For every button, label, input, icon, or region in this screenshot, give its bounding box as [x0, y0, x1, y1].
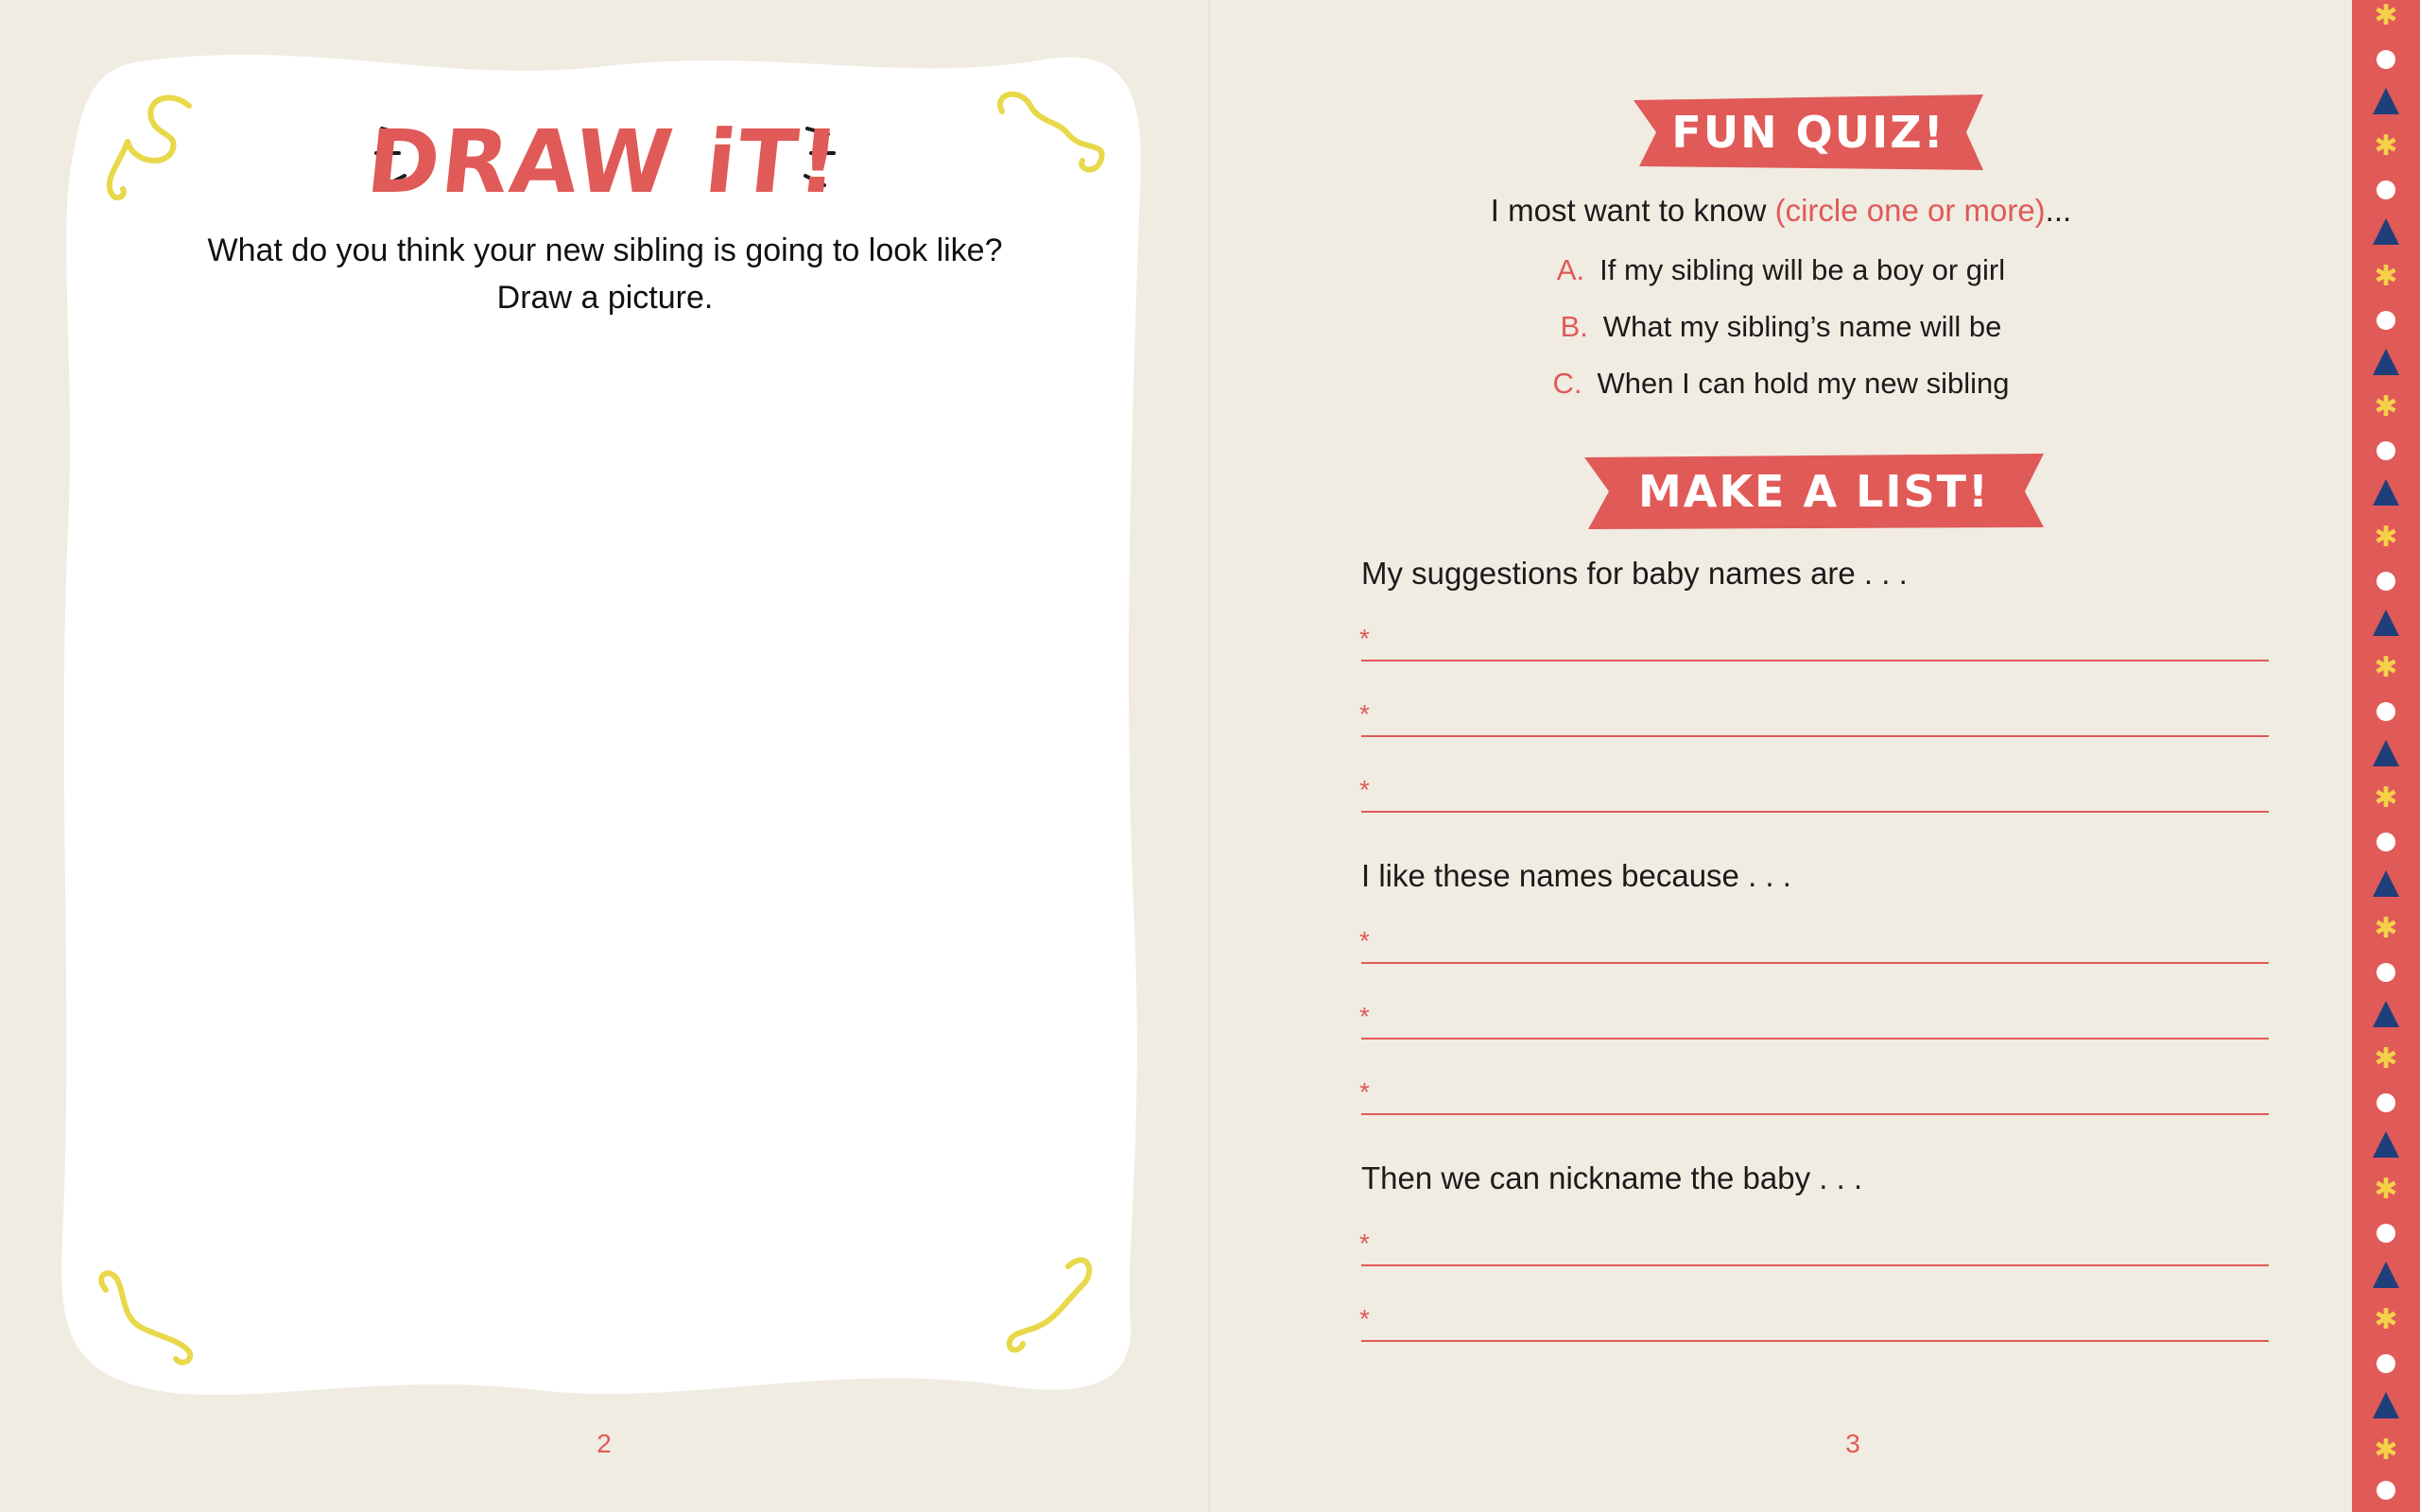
decorative-border-strip	[2352, 0, 2420, 1512]
dot-icon	[2377, 1354, 2395, 1373]
dot-icon	[2377, 441, 2395, 460]
star-icon: ✱	[2374, 782, 2398, 815]
asterisk-icon: *	[1359, 775, 1370, 804]
triangle-icon	[2373, 610, 2399, 636]
write-line[interactable]	[1361, 1264, 2269, 1266]
list-heading-reasons: I like these names because . . .	[1361, 858, 1791, 893]
write-line[interactable]	[1361, 962, 2269, 964]
make-a-list-label: MAKE A LIST!	[1638, 466, 1990, 517]
make-a-list-banner	[1584, 454, 2044, 529]
fun-quiz-label: FUN QUIZ!	[1671, 107, 1945, 158]
write-line[interactable]	[1361, 811, 2269, 813]
quiz-prompt-accent: (circle one or more)	[1774, 193, 2046, 228]
write-line[interactable]	[1361, 660, 2269, 662]
asterisk-icon: *	[1359, 624, 1370, 653]
asterisk-icon: *	[1359, 1304, 1370, 1333]
quiz-option-text: When I can hold my new sibling	[1597, 367, 2010, 400]
triangle-icon	[2373, 870, 2399, 897]
draw-prompt-line-1: What do you think your new sibling is going to look like?	[207, 232, 1003, 268]
asterisk-icon: *	[1359, 1228, 1370, 1258]
right-page	[1210, 0, 2352, 1512]
quiz-option-letter: B.	[1560, 310, 1588, 343]
dot-icon	[2377, 963, 2395, 982]
dot-icon	[2377, 1481, 2395, 1500]
star-icon: ✱	[2374, 1434, 2398, 1467]
star-icon: ✱	[2374, 390, 2398, 423]
list-heading-suggestions: My suggestions for baby names are . . .	[1361, 556, 1908, 591]
left-page	[0, 0, 1208, 1512]
star-icon: ✱	[2374, 0, 2398, 32]
triangle-icon	[2373, 740, 2399, 766]
star-icon: ✱	[2374, 912, 2398, 945]
page-number-right: 3	[1845, 1429, 1860, 1458]
dot-icon	[2377, 1093, 2395, 1112]
draw-prompt-line-2: Draw a picture.	[496, 280, 714, 316]
write-line[interactable]	[1361, 1113, 2269, 1115]
quiz-option-text: What my sibling’s name will be	[1602, 310, 2002, 343]
asterisk-icon: *	[1359, 699, 1370, 729]
star-icon: ✱	[2374, 260, 2398, 293]
triangle-icon	[2373, 1262, 2399, 1288]
page-number-left: 2	[596, 1429, 612, 1458]
asterisk-icon: *	[1359, 1002, 1370, 1031]
quiz-option-a[interactable]	[1210, 253, 2352, 287]
draw-prompt	[132, 227, 1078, 321]
quiz-option-c[interactable]	[1210, 367, 2352, 401]
dot-icon	[2377, 702, 2395, 721]
triangle-icon	[2373, 88, 2399, 114]
write-line[interactable]	[1361, 735, 2269, 737]
fun-quiz-banner	[1634, 94, 1983, 170]
triangle-icon	[2373, 218, 2399, 245]
dot-icon	[2377, 1224, 2395, 1243]
write-line[interactable]	[1361, 1340, 2269, 1342]
dot-icon	[2377, 833, 2395, 851]
dot-icon	[2377, 180, 2395, 199]
quiz-prompt	[1210, 193, 2352, 229]
quiz-option-letter: C.	[1552, 367, 1582, 400]
quiz-prompt-lead: I most want to know	[1490, 193, 1775, 228]
star-icon: ✱	[2374, 1173, 2398, 1206]
star-icon: ✱	[2374, 129, 2398, 163]
star-icon: ✱	[2374, 1042, 2398, 1075]
quiz-option-text: If my sibling will be a boy or girl	[1599, 253, 2006, 286]
star-icon: ✱	[2374, 1303, 2398, 1336]
drawing-area[interactable]	[113, 340, 1097, 1285]
star-icon: ✱	[2374, 521, 2398, 554]
draw-it-title: DRAW iT!	[362, 112, 846, 213]
star-icon: ✱	[2374, 651, 2398, 684]
quiz-prompt-tail: ...	[2045, 193, 2072, 228]
asterisk-icon: *	[1359, 1077, 1370, 1107]
write-line[interactable]	[1361, 1038, 2269, 1040]
triangle-icon	[2373, 479, 2399, 506]
quiz-option-b[interactable]	[1210, 310, 2352, 344]
list-heading-nickname: Then we can nickname the baby . . .	[1361, 1160, 1863, 1195]
dot-icon	[2377, 572, 2395, 591]
dot-icon	[2377, 50, 2395, 69]
triangle-icon	[2373, 349, 2399, 375]
triangle-icon	[2373, 1001, 2399, 1027]
dot-icon	[2377, 311, 2395, 330]
triangle-icon	[2373, 1392, 2399, 1418]
triangle-icon	[2373, 1131, 2399, 1158]
quiz-option-letter: A.	[1556, 253, 1585, 286]
asterisk-icon: *	[1359, 926, 1370, 955]
